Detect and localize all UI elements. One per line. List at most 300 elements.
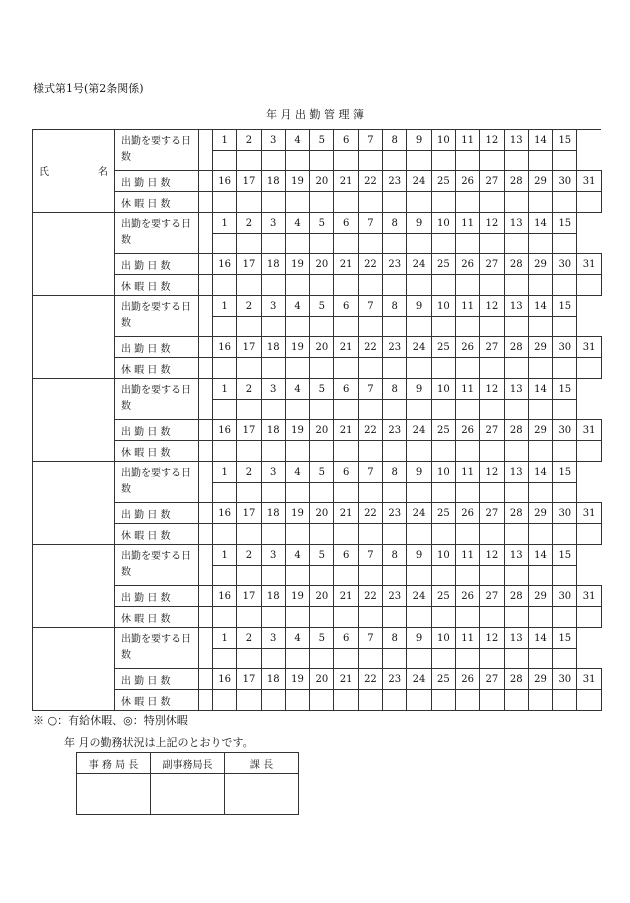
day-entry-cell[interactable] <box>358 649 382 669</box>
day-entry-cell[interactable] <box>553 234 577 254</box>
day-entry-cell[interactable] <box>237 483 261 503</box>
day-number: 4 <box>285 296 309 317</box>
day-entry-cell[interactable] <box>528 192 552 213</box>
day-number: 24 <box>407 254 431 275</box>
employee-name-cell[interactable] <box>33 213 115 296</box>
day-entry-cell[interactable] <box>455 649 479 669</box>
day-entry-cell[interactable] <box>213 400 237 420</box>
day-entry-cell[interactable] <box>431 400 455 420</box>
day-entry-cell[interactable] <box>455 441 479 462</box>
day-entry-cell[interactable] <box>358 690 382 711</box>
day-entry-cell[interactable] <box>528 649 552 669</box>
approval-stamp-deputy-director[interactable] <box>151 774 225 815</box>
day-entry-cell[interactable] <box>358 607 382 628</box>
day-entry-cell[interactable] <box>431 317 455 337</box>
day-entry-cell[interactable] <box>237 690 261 711</box>
day-entry-cell[interactable] <box>237 649 261 669</box>
day-entry-cell[interactable] <box>285 607 309 628</box>
day-entry-cell[interactable] <box>213 607 237 628</box>
day-entry-cell[interactable] <box>455 275 479 296</box>
spacer-cell <box>199 379 213 420</box>
day-number: 16 <box>213 337 237 358</box>
day-entry-cell[interactable] <box>213 317 237 337</box>
day-number: 7 <box>358 130 382 151</box>
day-entry-cell[interactable] <box>237 400 261 420</box>
day-entry-cell[interactable] <box>480 524 504 545</box>
day-entry-cell[interactable] <box>480 400 504 420</box>
day-number: 11 <box>455 545 479 566</box>
day-entry-cell[interactable] <box>237 192 261 213</box>
day-number: 14 <box>528 545 552 566</box>
day-entry-cell[interactable] <box>213 275 237 296</box>
day-entry-cell[interactable] <box>261 192 285 213</box>
day-entry-cell[interactable] <box>431 234 455 254</box>
day-number: 12 <box>480 628 504 649</box>
day-entry-cell[interactable] <box>553 649 577 669</box>
day-entry-cell[interactable] <box>285 441 309 462</box>
day-entry-cell[interactable] <box>431 441 455 462</box>
day-entry-cell[interactable] <box>213 441 237 462</box>
day-number: 21 <box>334 669 358 690</box>
day-entry-cell[interactable] <box>334 358 358 379</box>
day-entry-cell[interactable] <box>237 524 261 545</box>
day-entry-cell[interactable] <box>213 524 237 545</box>
day-entry-cell[interactable] <box>261 483 285 503</box>
day-entry-cell[interactable] <box>480 234 504 254</box>
day-number: 8 <box>383 296 407 317</box>
day-entry-cell[interactable] <box>261 607 285 628</box>
employee-name-cell[interactable] <box>33 628 115 711</box>
day-entry-cell[interactable] <box>407 192 431 213</box>
attendance-days-label: 出 勤 日 数 <box>115 669 199 690</box>
day-number: 25 <box>431 503 455 524</box>
day-entry-cell[interactable] <box>237 317 261 337</box>
day-entry-cell[interactable] <box>310 524 334 545</box>
day-entry-cell[interactable] <box>407 649 431 669</box>
required-days-label: 出勤を要する日数 <box>115 545 199 586</box>
day-entry-cell[interactable] <box>553 275 577 296</box>
day-entry-cell[interactable] <box>504 690 528 711</box>
day-entry-cell[interactable] <box>577 524 601 545</box>
day-entry-cell[interactable] <box>455 566 479 586</box>
day-entry-cell[interactable] <box>261 566 285 586</box>
spacer-cell <box>199 690 213 711</box>
day-entry-cell[interactable] <box>383 317 407 337</box>
day-entry-cell[interactable] <box>310 275 334 296</box>
day-entry-cell[interactable] <box>358 317 382 337</box>
day-number: 12 <box>480 545 504 566</box>
day-entry-cell[interactable] <box>310 441 334 462</box>
day-entry-cell[interactable] <box>407 607 431 628</box>
employee-name-cell[interactable] <box>33 545 115 628</box>
employee-name-cell[interactable] <box>33 296 115 379</box>
day-entry-cell[interactable] <box>528 441 552 462</box>
day-entry-cell[interactable] <box>431 192 455 213</box>
day-entry-cell[interactable] <box>455 400 479 420</box>
day-entry-cell[interactable] <box>407 566 431 586</box>
blank-cell <box>577 213 601 254</box>
day-entry-cell[interactable] <box>310 483 334 503</box>
approval-stamp-director[interactable] <box>77 774 151 815</box>
day-number: 26 <box>455 337 479 358</box>
day-entry-cell[interactable] <box>358 234 382 254</box>
day-number: 28 <box>504 420 528 441</box>
day-entry-cell[interactable] <box>455 234 479 254</box>
day-entry-cell[interactable] <box>455 192 479 213</box>
day-entry-cell[interactable] <box>383 566 407 586</box>
day-entry-cell[interactable] <box>213 234 237 254</box>
day-entry-cell[interactable] <box>334 483 358 503</box>
day-entry-cell[interactable] <box>553 483 577 503</box>
day-entry-cell[interactable] <box>334 317 358 337</box>
day-entry-cell[interactable] <box>358 151 382 171</box>
day-number: 7 <box>358 296 382 317</box>
day-entry-cell[interactable] <box>310 317 334 337</box>
day-entry-cell[interactable] <box>553 441 577 462</box>
day-entry-cell[interactable] <box>504 358 528 379</box>
day-entry-cell[interactable] <box>431 566 455 586</box>
day-entry-cell[interactable] <box>553 690 577 711</box>
day-entry-cell[interactable] <box>504 400 528 420</box>
day-entry-cell[interactable] <box>480 441 504 462</box>
day-entry-cell[interactable] <box>553 524 577 545</box>
day-entry-cell[interactable] <box>407 151 431 171</box>
day-entry-cell[interactable] <box>261 151 285 171</box>
day-entry-cell[interactable] <box>553 400 577 420</box>
day-number: 23 <box>383 669 407 690</box>
day-entry-cell[interactable] <box>504 566 528 586</box>
day-entry-cell[interactable] <box>334 690 358 711</box>
day-number: 18 <box>261 254 285 275</box>
day-number: 2 <box>237 213 261 234</box>
day-entry-cell[interactable] <box>407 275 431 296</box>
day-entry-cell[interactable] <box>528 524 552 545</box>
day-entry-cell[interactable] <box>237 566 261 586</box>
day-entry-cell[interactable] <box>480 358 504 379</box>
day-entry-cell[interactable] <box>358 275 382 296</box>
day-entry-cell[interactable] <box>383 192 407 213</box>
day-entry-cell[interactable] <box>358 400 382 420</box>
day-number: 12 <box>480 213 504 234</box>
day-entry-cell[interactable] <box>431 483 455 503</box>
day-entry-cell[interactable] <box>285 524 309 545</box>
day-entry-cell[interactable] <box>358 441 382 462</box>
day-entry-cell[interactable] <box>455 151 479 171</box>
blank-cell <box>577 628 601 669</box>
day-entry-cell[interactable] <box>237 358 261 379</box>
day-entry-cell[interactable] <box>383 275 407 296</box>
day-entry-cell[interactable] <box>285 649 309 669</box>
day-entry-cell[interactable] <box>237 441 261 462</box>
day-entry-cell[interactable] <box>237 151 261 171</box>
day-entry-cell[interactable] <box>334 649 358 669</box>
day-number: 13 <box>504 545 528 566</box>
day-entry-cell[interactable] <box>504 317 528 337</box>
day-entry-cell[interactable] <box>383 524 407 545</box>
spacer-cell <box>199 296 213 337</box>
day-entry-cell[interactable] <box>285 317 309 337</box>
day-entry-cell[interactable] <box>553 358 577 379</box>
day-entry-cell[interactable] <box>480 483 504 503</box>
day-number: 18 <box>261 420 285 441</box>
day-entry-cell[interactable] <box>455 524 479 545</box>
day-entry-cell[interactable] <box>407 483 431 503</box>
day-number: 4 <box>285 130 309 151</box>
day-number: 25 <box>431 171 455 192</box>
day-number: 28 <box>504 254 528 275</box>
day-number: 19 <box>285 503 309 524</box>
day-entry-cell[interactable] <box>528 690 552 711</box>
day-entry-cell[interactable] <box>528 400 552 420</box>
day-entry-cell[interactable] <box>577 275 601 296</box>
day-entry-cell[interactable] <box>261 317 285 337</box>
day-number: 22 <box>358 171 382 192</box>
day-entry-cell[interactable] <box>528 151 552 171</box>
day-number: 23 <box>383 586 407 607</box>
day-entry-cell[interactable] <box>528 358 552 379</box>
day-entry-cell[interactable] <box>310 607 334 628</box>
day-entry-cell[interactable] <box>261 441 285 462</box>
day-number: 18 <box>261 337 285 358</box>
day-number: 24 <box>407 420 431 441</box>
day-number: 15 <box>553 379 577 400</box>
day-entry-cell[interactable] <box>431 151 455 171</box>
spacer-cell <box>199 275 213 296</box>
employee-name-cell[interactable] <box>33 379 115 462</box>
day-entry-cell[interactable] <box>504 275 528 296</box>
day-number: 1 <box>213 296 237 317</box>
day-entry-cell[interactable] <box>310 690 334 711</box>
day-entry-cell[interactable] <box>310 192 334 213</box>
day-entry-cell[interactable] <box>504 441 528 462</box>
day-entry-cell[interactable] <box>528 317 552 337</box>
employee-name-cell[interactable] <box>33 130 115 213</box>
day-entry-cell[interactable] <box>480 649 504 669</box>
day-entry-cell[interactable] <box>528 234 552 254</box>
day-entry-cell[interactable] <box>285 400 309 420</box>
day-entry-cell[interactable] <box>480 275 504 296</box>
day-entry-cell[interactable] <box>213 649 237 669</box>
day-entry-cell[interactable] <box>431 358 455 379</box>
day-entry-cell[interactable] <box>553 607 577 628</box>
day-number: 17 <box>237 337 261 358</box>
day-entry-cell[interactable] <box>237 275 261 296</box>
day-entry-cell[interactable] <box>310 234 334 254</box>
day-entry-cell[interactable] <box>237 234 261 254</box>
day-entry-cell[interactable] <box>334 400 358 420</box>
day-entry-cell[interactable] <box>285 234 309 254</box>
day-number: 3 <box>261 296 285 317</box>
day-number: 28 <box>504 503 528 524</box>
attendance-days-label: 出 勤 日 数 <box>115 420 199 441</box>
day-entry-cell[interactable] <box>553 192 577 213</box>
day-entry-cell[interactable] <box>528 483 552 503</box>
day-entry-cell[interactable] <box>480 317 504 337</box>
day-entry-cell[interactable] <box>577 441 601 462</box>
day-number: 16 <box>213 586 237 607</box>
spacer-cell <box>199 628 213 669</box>
day-entry-cell[interactable] <box>261 358 285 379</box>
day-entry-cell[interactable] <box>431 275 455 296</box>
employee-name-cell[interactable] <box>33 462 115 545</box>
day-entry-cell[interactable] <box>431 690 455 711</box>
spacer-cell <box>199 669 213 690</box>
day-entry-cell[interactable] <box>504 483 528 503</box>
day-number: 17 <box>237 254 261 275</box>
day-entry-cell[interactable] <box>553 566 577 586</box>
day-entry-cell[interactable] <box>310 649 334 669</box>
day-entry-cell[interactable] <box>407 690 431 711</box>
day-entry-cell[interactable] <box>553 317 577 337</box>
day-entry-cell[interactable] <box>407 400 431 420</box>
day-entry-cell[interactable] <box>577 192 601 213</box>
day-entry-cell[interactable] <box>577 607 601 628</box>
day-entry-cell[interactable] <box>407 234 431 254</box>
day-number: 6 <box>334 379 358 400</box>
day-entry-cell[interactable] <box>431 649 455 669</box>
day-entry-cell[interactable] <box>504 607 528 628</box>
day-entry-cell[interactable] <box>407 358 431 379</box>
day-number: 27 <box>480 503 504 524</box>
day-entry-cell[interactable] <box>383 400 407 420</box>
day-entry-cell[interactable] <box>383 483 407 503</box>
day-entry-cell[interactable] <box>334 524 358 545</box>
day-entry-cell[interactable] <box>334 234 358 254</box>
day-number: 18 <box>261 171 285 192</box>
leave-days-label: 休 暇 日 数 <box>115 192 199 213</box>
day-number: 17 <box>237 503 261 524</box>
day-entry-cell[interactable] <box>383 234 407 254</box>
day-number: 10 <box>431 296 455 317</box>
day-entry-cell[interactable] <box>383 441 407 462</box>
day-entry-cell[interactable] <box>261 524 285 545</box>
day-entry-cell[interactable] <box>261 690 285 711</box>
day-entry-cell[interactable] <box>577 358 601 379</box>
day-entry-cell[interactable] <box>504 192 528 213</box>
day-entry-cell[interactable] <box>285 192 309 213</box>
day-entry-cell[interactable] <box>213 358 237 379</box>
day-number: 2 <box>237 130 261 151</box>
approval-stamp-section-chief[interactable] <box>225 774 299 815</box>
day-entry-cell[interactable] <box>358 483 382 503</box>
day-entry-cell[interactable] <box>261 234 285 254</box>
day-entry-cell[interactable] <box>383 151 407 171</box>
day-entry-cell[interactable] <box>480 607 504 628</box>
day-number: 11 <box>455 213 479 234</box>
day-entry-cell[interactable] <box>358 566 382 586</box>
day-entry-cell[interactable] <box>358 192 382 213</box>
day-entry-cell[interactable] <box>334 192 358 213</box>
day-entry-cell[interactable] <box>577 690 601 711</box>
day-entry-cell[interactable] <box>383 690 407 711</box>
day-entry-cell[interactable] <box>455 317 479 337</box>
day-entry-cell[interactable] <box>261 649 285 669</box>
day-entry-cell[interactable] <box>528 275 552 296</box>
day-number: 3 <box>261 213 285 234</box>
legend-note: ※ ○：有給休暇、◎：特別休暇 <box>33 714 188 727</box>
day-number: 9 <box>407 130 431 151</box>
day-number: 12 <box>480 130 504 151</box>
day-entry-cell[interactable] <box>285 275 309 296</box>
day-entry-cell[interactable] <box>237 607 261 628</box>
day-entry-cell[interactable] <box>310 151 334 171</box>
day-entry-cell[interactable] <box>504 649 528 669</box>
day-number: 23 <box>383 337 407 358</box>
day-entry-cell[interactable] <box>455 690 479 711</box>
document-title: 年 月 出 勤 管 理 簿 <box>266 108 364 121</box>
day-entry-cell[interactable] <box>383 607 407 628</box>
day-entry-cell[interactable] <box>213 192 237 213</box>
day-entry-cell[interactable] <box>504 234 528 254</box>
day-entry-cell[interactable] <box>334 275 358 296</box>
day-entry-cell[interactable] <box>455 483 479 503</box>
day-entry-cell[interactable] <box>213 690 237 711</box>
spacer-cell <box>199 586 213 607</box>
spacer-cell <box>199 358 213 379</box>
leave-days-label: 休 暇 日 数 <box>115 607 199 628</box>
day-entry-cell[interactable] <box>504 151 528 171</box>
day-entry-cell[interactable] <box>553 151 577 171</box>
day-entry-cell[interactable] <box>285 566 309 586</box>
day-entry-cell[interactable] <box>480 151 504 171</box>
day-entry-cell[interactable] <box>431 524 455 545</box>
day-entry-cell[interactable] <box>480 192 504 213</box>
day-number: 15 <box>553 628 577 649</box>
day-entry-cell[interactable] <box>407 317 431 337</box>
day-entry-cell[interactable] <box>213 566 237 586</box>
day-entry-cell[interactable] <box>480 690 504 711</box>
day-entry-cell[interactable] <box>213 151 237 171</box>
spacer-cell <box>199 524 213 545</box>
day-entry-cell[interactable] <box>455 358 479 379</box>
name-label-given: 名 <box>98 167 108 178</box>
day-entry-cell[interactable] <box>285 151 309 171</box>
required-days-label: 出勤を要する日数 <box>115 379 199 420</box>
day-entry-cell[interactable] <box>261 275 285 296</box>
day-entry-cell[interactable] <box>358 358 382 379</box>
leave-days-label: 休 暇 日 数 <box>115 441 199 462</box>
day-number: 4 <box>285 379 309 400</box>
day-entry-cell[interactable] <box>383 649 407 669</box>
day-entry-cell[interactable] <box>407 524 431 545</box>
day-entry-cell[interactable] <box>285 483 309 503</box>
day-entry-cell[interactable] <box>334 607 358 628</box>
day-entry-cell[interactable] <box>383 358 407 379</box>
day-entry-cell[interactable] <box>455 607 479 628</box>
day-entry-cell[interactable] <box>504 524 528 545</box>
day-entry-cell[interactable] <box>310 566 334 586</box>
day-entry-cell[interactable] <box>334 151 358 171</box>
day-entry-cell[interactable] <box>407 441 431 462</box>
day-entry-cell[interactable] <box>334 441 358 462</box>
day-entry-cell[interactable] <box>310 358 334 379</box>
day-entry-cell[interactable] <box>431 607 455 628</box>
day-entry-cell[interactable] <box>285 690 309 711</box>
day-number: 27 <box>480 337 504 358</box>
day-number: 10 <box>431 379 455 400</box>
day-entry-cell[interactable] <box>285 358 309 379</box>
day-number: 17 <box>237 171 261 192</box>
day-entry-cell[interactable] <box>480 566 504 586</box>
day-entry-cell[interactable] <box>528 566 552 586</box>
day-entry-cell[interactable] <box>213 483 237 503</box>
day-entry-cell[interactable] <box>334 566 358 586</box>
day-entry-cell[interactable] <box>528 607 552 628</box>
day-entry-cell[interactable] <box>261 400 285 420</box>
spacer-cell <box>199 420 213 441</box>
day-entry-cell[interactable] <box>310 400 334 420</box>
day-entry-cell[interactable] <box>358 524 382 545</box>
